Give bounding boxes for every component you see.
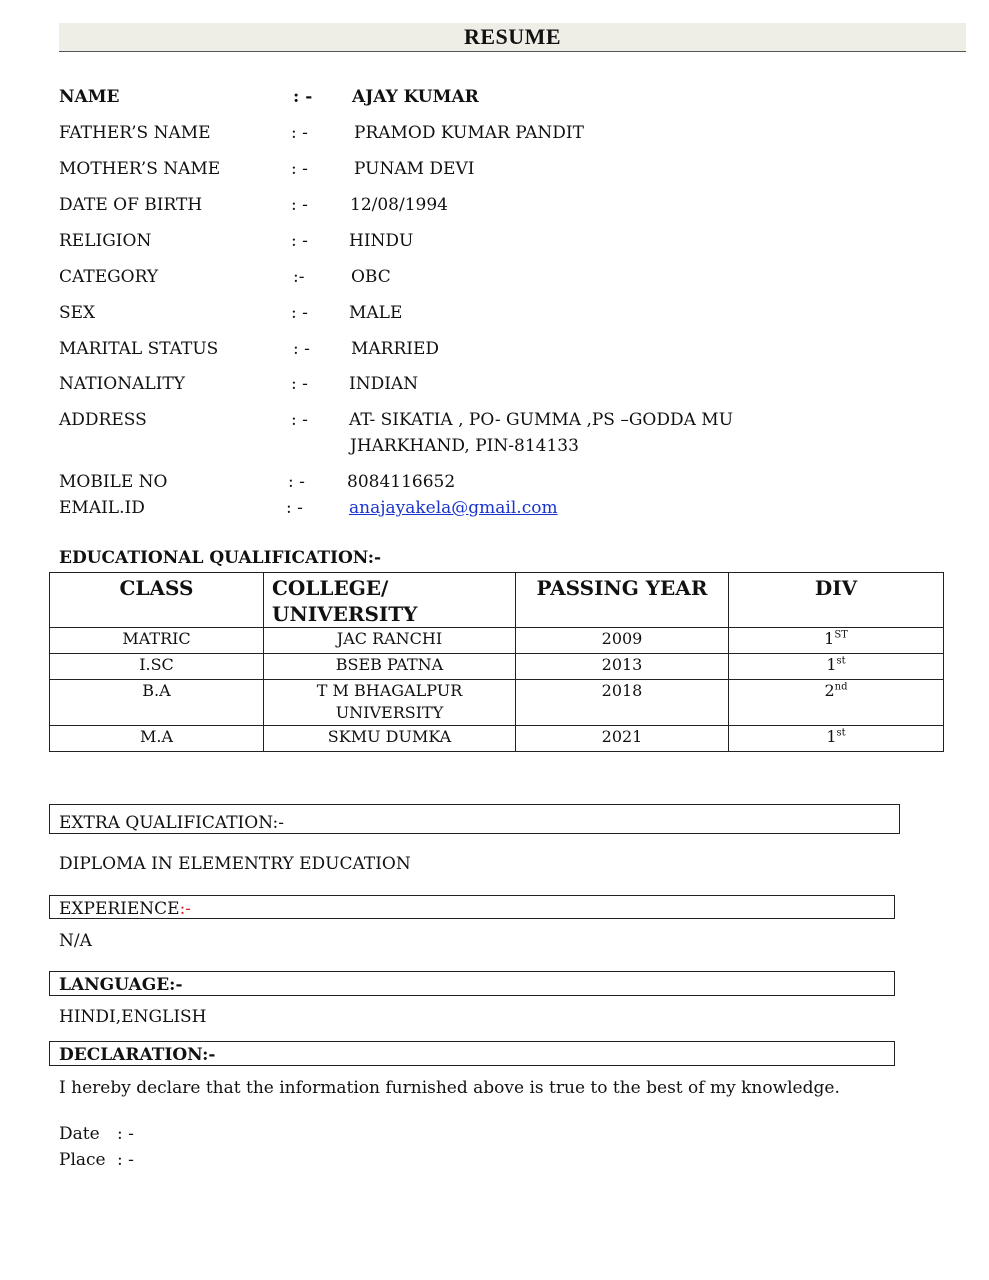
sex-label: SEX [59,303,96,323]
dob-label: DATE OF BIRTH [59,195,203,215]
extra-qualification-heading-box [49,804,900,834]
father-name-separator: : - [291,123,308,143]
college-cell: SKMU DUMKA [264,726,516,752]
passing-year-header: PASSING YEAR [516,573,729,628]
experience-text: N/A [59,931,92,951]
mobile-separator: : - [288,472,305,492]
date-separator: : - [117,1124,134,1144]
education-heading: EDUCATIONAL QUALIFICATION:- [59,548,382,568]
marital-status-label: MARITAL STATUS [59,339,219,359]
experience-heading-suffix: :- [179,899,192,919]
mobile-value: 8084116652 [347,472,456,492]
year-cell: 2018 [516,680,729,726]
address-label: ADDRESS [59,410,147,430]
year-cell: 2021 [516,726,729,752]
year-cell: 2009 [516,628,729,654]
category-label: CATEGORY [59,267,159,287]
class-cell: M.A [50,726,264,752]
div-number: 2 [824,681,835,700]
div-cell [729,680,944,726]
div-suffix: nd [834,681,848,693]
resume-title: RESUME [59,23,966,52]
name-label: NAME [59,87,120,107]
education-table [49,572,944,752]
college-header: COLLEGE/ UNIVERSITY [264,573,516,628]
div-cell [729,726,944,752]
table-row [50,726,944,752]
extra-qualification-text: DIPLOMA IN ELEMENTRY EDUCATION [59,854,411,874]
mother-name-value: PUNAM DEVI [354,159,475,179]
email-link[interactable]: anajayakela@gmail.com [349,498,558,518]
div-suffix: ST [834,629,848,641]
nationality-value: INDIAN [349,374,419,394]
category-separator: :- [293,267,305,287]
div-header: DIV [729,573,944,628]
religion-label: RELIGION [59,231,152,251]
college-cell: BSEB PATNA [264,654,516,680]
education-header-row [50,573,944,628]
mobile-label: MOBILE NO [59,472,168,492]
nationality-separator: : - [291,374,308,394]
language-text: HINDI,ENGLISH [59,1007,207,1027]
religion-separator: : - [291,231,308,251]
college-cell: T M BHAGALPUR UNIVERSITY [264,680,516,726]
div-number: 1 [826,727,837,746]
dob-value: 12/08/1994 [350,195,448,215]
name-value: AJAY KUMAR [352,87,479,107]
extra-qualification-heading: EXTRA QUALIFICATION:- [59,813,284,833]
email-separator: : - [286,498,303,518]
address-line-2: JHARKHAND, PIN-814133 [350,436,579,456]
div-number: 1 [826,655,837,674]
table-row [50,654,944,680]
name-separator: : - [293,87,313,107]
place-label: Place [59,1150,106,1170]
marital-status-value: MARRIED [351,339,440,359]
sex-value: MALE [349,303,403,323]
nationality-label: NATIONALITY [59,374,185,394]
mother-name-label: MOTHER’S NAME [59,159,221,179]
declaration-heading: DECLARATION:- [59,1045,216,1065]
marital-status-separator: : - [293,339,310,359]
year-cell: 2013 [516,654,729,680]
address-separator: : - [291,410,308,430]
experience-heading: EXPERIENCE [59,899,180,919]
address-line-1: AT- SIKATIA , PO- GUMMA ,PS –GODDA MU [349,410,734,430]
div-cell [729,654,944,680]
class-cell: MATRIC [50,628,264,654]
class-cell: I.SC [50,654,264,680]
place-separator: : - [117,1150,134,1170]
father-name-value: PRAMOD KUMAR PANDIT [354,123,584,143]
table-row [50,628,944,654]
div-cell [729,628,944,654]
experience-heading-box [49,895,895,919]
father-name-label: FATHER’S NAME [59,123,211,143]
div-number: 1 [824,629,835,648]
language-heading: LANGUAGE:- [59,975,183,995]
class-cell: B.A [50,680,264,726]
declaration-heading-box [49,1041,895,1066]
language-heading-box [49,971,895,996]
dob-separator: : - [291,195,308,215]
category-value: OBC [351,267,391,287]
sex-separator: : - [291,303,308,323]
email-label: EMAIL.ID [59,498,145,518]
div-suffix: st [836,727,846,739]
table-row [50,680,944,726]
div-suffix: st [836,655,846,667]
mother-name-separator: : - [291,159,308,179]
declaration-text: I hereby declare that the information furnished above is true to the best of my knowledge. [59,1078,840,1098]
date-label: Date [59,1124,100,1144]
class-header: CLASS [50,573,264,628]
religion-value: HINDU [349,231,414,251]
college-cell: JAC RANCHI [264,628,516,654]
